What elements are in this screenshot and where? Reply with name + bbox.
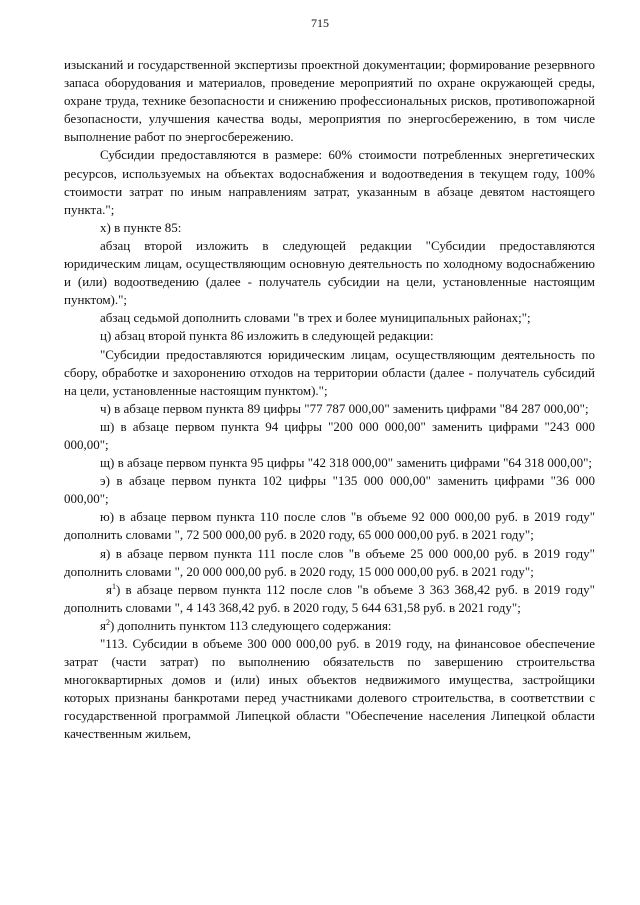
paragraph-item-ya1 [64, 581, 595, 617]
item-marker: я [106, 581, 112, 597]
paragraph-item-sh: ш) в абзаце первом пункта 94 цифры "200 000 000,00" заменить цифрами "243 000 000,00"; [64, 418, 595, 452]
document-text [64, 56, 595, 744]
paragraph-item-ts: ц) абзац второй пункта 86 изложить в следующей редакции: [100, 328, 434, 344]
paragraph-item-ya: я) в абзаце первом пункта 111 после слов "в объеме 25 000 000,00 руб. в 2019 году" дополнить словами ", 20 000 000,00 руб. в 2020 году, 15 000 000,00 руб. в 2021 году"; [64, 545, 595, 579]
paragraph-item-ya2 [64, 617, 595, 635]
paragraph-abzats-vtoroy: абзац второй изложить в следующей редакции "Субсидии предоставляются юридическим лицам, осуществляющим основную деятельность по холодному водоснабжению и (или) водоотведению (далее - получатель субсидии на цели, установленные настоящим пунктом)."; [64, 237, 595, 308]
paragraph-item-kh: х) в пункте 85: [100, 219, 182, 235]
paragraph-subsidy-size: Субсидии предоставляются в размере: 60% стоимости потребленных энергетических ресурсов, используемых на объектах водоснабжения и водоотведения в текущем году, 100% стоимости затрат по иным направлениям затрат, указанным в абзаце девятом настоящего пункта."; [64, 147, 595, 217]
paragraph-item-ch: ч) в абзаце первом пункта 89 цифры "77 787 000,00" заменить цифрами "84 287 000,00"; [100, 400, 589, 416]
paragraph-continuation: изысканий и государственной экспертизы проектной документации; формирование резервного запаса оборудования и материалов, проведение мероприятий по охране окружающей среды, охране труда, технике безопасности и снижению профессиональных рисков, противопожарной безопасности, улучшения качества воды, мероприятия по энергосбережению, в том числе выполнение работ по энергосбережению. [64, 57, 595, 145]
page-number: 715 [311, 16, 329, 30]
item-superscript: 2 [105, 617, 110, 627]
paragraph-item-e: э) в абзаце первом пункта 102 цифры "135 000 000,00" заменить цифрами "36 000 000,00"; [64, 473, 595, 507]
item-marker: я [100, 617, 106, 633]
item-text: ) в абзаце первом пункта 112 после слов "в объеме 3 363 368,42 руб. в 2019 году" дополнить словами ", 4 143 368,42 руб. в 2020 году, 5 644 631,58 руб. в 2021 году"; [64, 581, 595, 615]
item-text: ) дополнить пунктом 113 следующего содержания: [109, 617, 392, 633]
paragraph-point-113: "113. Субсидии в объеме 300 000 000,00 руб. в 2019 году, на финансовое обеспечение затрат (части затрат) по выполнению обязательств по завершению строительства многоквартирных домов и (или) иных объектов недвижимого имущества, застройщики которых признаны банкротами перед участниками долевого строительства, в соответствии с государственной программой Липецкой области "Обеспечение населения Липецкой области качественным жильем, [64, 636, 595, 742]
paragraph-item-shch: щ) в абзаце первом пункта 95 цифры "42 318 000,00" заменить цифрами "64 318 000,00"; [100, 455, 593, 471]
paragraph-item-yu: ю) в абзаце первом пункта 110 после слов "в объеме 92 000 000,00 руб. в 2019 году" дополнить словами ", 72 500 000,00 руб. в 2020 году, 65 000 000,00 руб. в 2021 году"; [64, 509, 595, 543]
item-superscript: 1 [111, 581, 116, 591]
paragraph-quote-waste: "Субсидии предоставляются юридическим лицам, осуществляющим деятельность по сбору, обработке и захоронению отходов на территории области (далее - получатель субсидий на цели, установленные настоящим пунктом)."; [64, 346, 595, 398]
paragraph-abzats-sedmoy: абзац седьмой дополнить словами "в трех и более муниципальных районах;"; [100, 310, 531, 326]
